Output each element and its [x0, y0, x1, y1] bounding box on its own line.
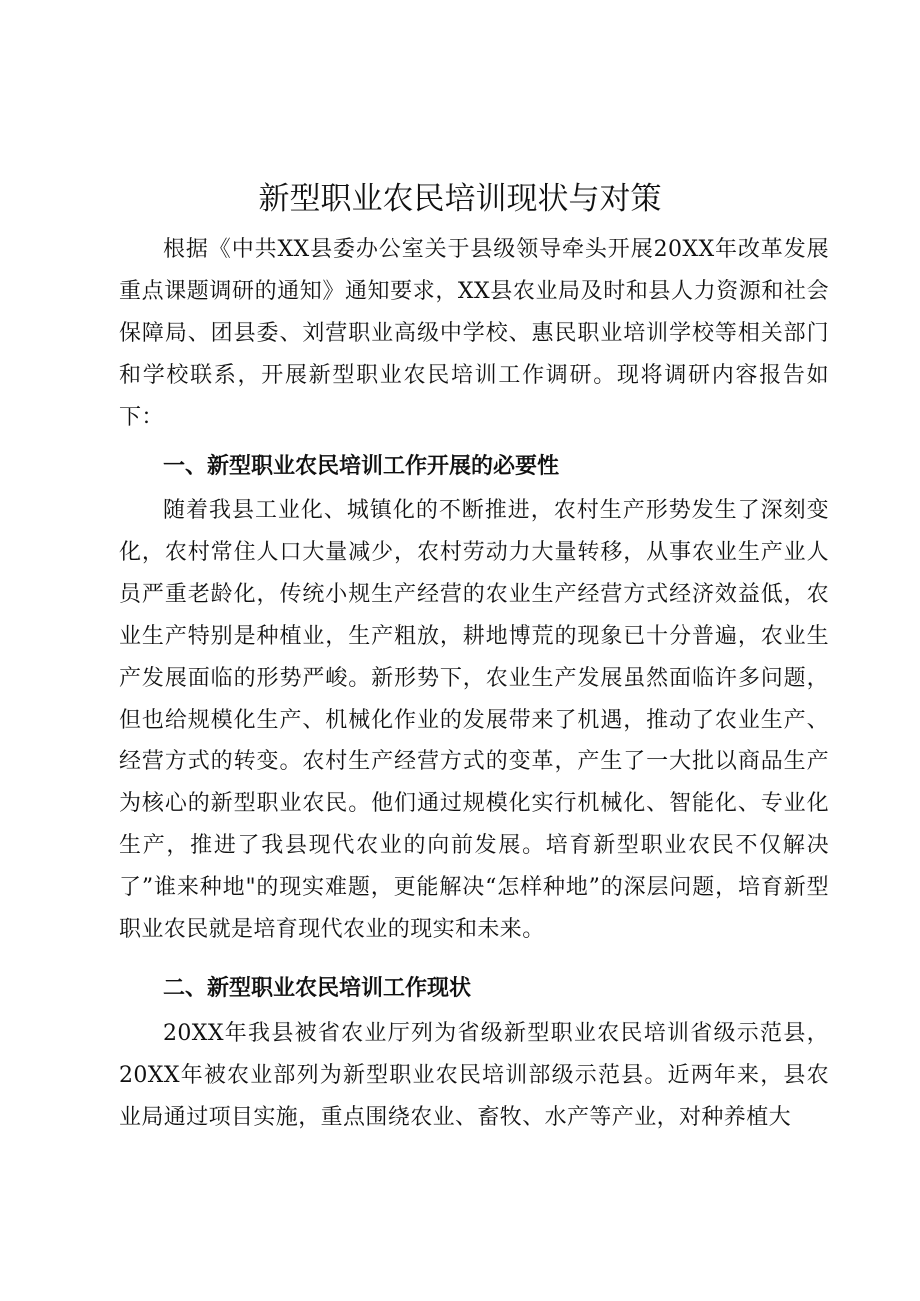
document-title: 新型职业农民培训现状与对策	[258, 181, 662, 217]
section-2-heading: 二、新型职业农民培训工作现状	[163, 976, 472, 1001]
intro-paragraph: 根据《中共XX县委办公室关于县级领导牵头开展20XX年改革发展重点课题调研的通知》通知要求，XX县农业局及时和县人力资源和社会保障局、团县委、刘营职业高级中学校、惠民职业培训学校等相关部门和学校联系，开展新型职业农民培训工作调研。现将调研内容报告如下：	[119, 237, 829, 430]
section-1-paragraph: 随着我县工业化、城镇化的不断推进，农村生产形势发生了深刻变化，农村常住人口大量减少，农村劳动力大量转移，从事农业生产业人员严重老龄化，传统小规生产经营的农业生产经营方式经济效益低，农业生产特别是种植业，生产粗放，耕地博荒的现象已十分普遍，农业生产发展面临的形势严峻。新形势下，农业生产发展虽然面临许多问题，但也给规模化生产、机械化作业的发展带来了机遇，推动了农业生产、经营方式的转变。农村生产经营方式的变革，产生了一大批以商品生产为核心的新型职业农民。他们通过规模化实行机械化、智能化、专业化生产，推进了我县现代农业的向前发展。培育新型职业农民不仅解决了”谁来种地"的现实难题，更能解决“怎样种地”的深层问题，培育新型职业农民就是培育现代农业的现实和未来。	[119, 498, 829, 943]
section-2-paragraph: 20XX年我县被省农业厅列为省级新型职业农民培训省级示范县，20XX年被农业部列为新型职业农民培训部级示范县。近两年来，县农业局通过项目实施，重点围绕农业、畜牧、水产等产业，对种养植大	[119, 1021, 829, 1130]
section-1-heading: 一、新型职业农民培训工作开展的必要性	[163, 454, 560, 479]
